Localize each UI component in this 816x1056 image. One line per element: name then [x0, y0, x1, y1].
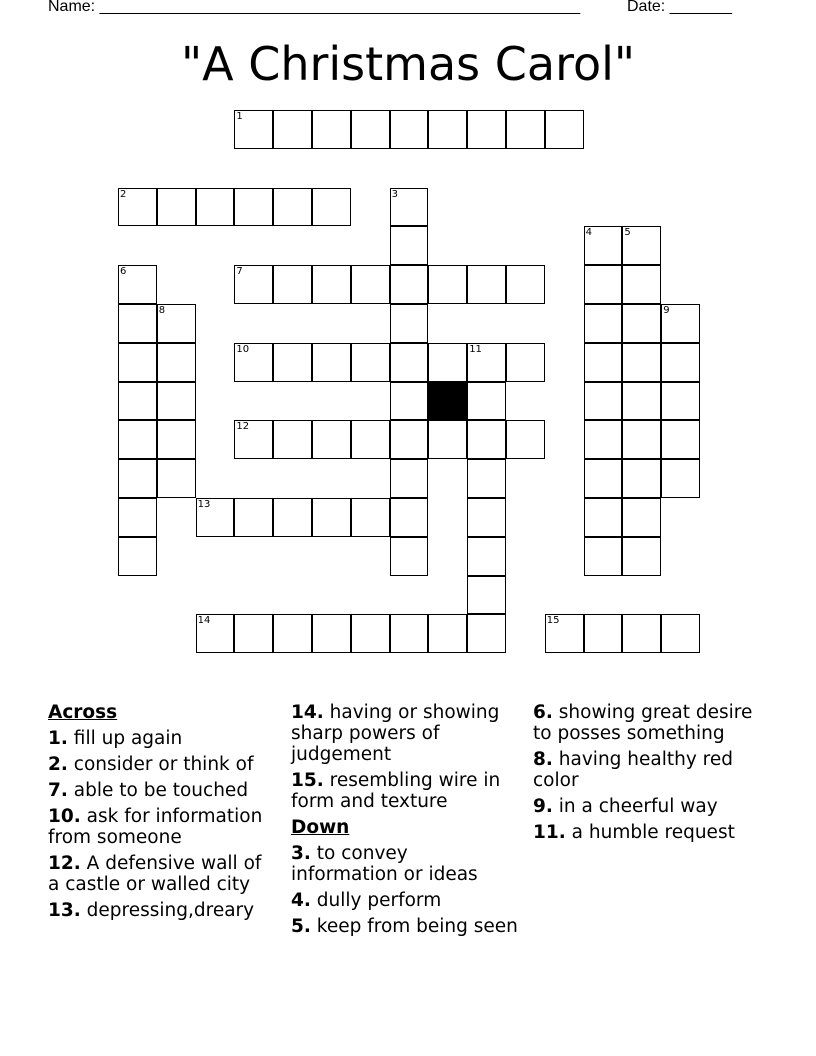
grid-cell[interactable]	[196, 188, 235, 227]
clue-column-1	[48, 702, 276, 926]
cell-number: 15	[546, 615, 560, 627]
grid-cell[interactable]	[622, 459, 661, 498]
grid-cell[interactable]	[428, 420, 467, 459]
clue-number: 3.	[291, 843, 311, 864]
clue-down-5	[291, 916, 519, 937]
clue-text: to convey information or ideas	[291, 843, 478, 885]
clue-down-8	[533, 749, 773, 791]
grid-cell[interactable]	[467, 537, 506, 576]
grid-cell[interactable]	[661, 459, 700, 498]
grid-cell[interactable]	[428, 265, 467, 304]
grid-cell[interactable]	[467, 576, 506, 615]
clue-number: 1.	[48, 728, 68, 749]
clue-across-7	[48, 780, 276, 801]
cell-number: 12	[236, 421, 250, 433]
grid-cell[interactable]	[622, 498, 661, 537]
grid-cell[interactable]	[390, 498, 429, 537]
grid-cell[interactable]	[312, 343, 351, 382]
grid-cell[interactable]	[118, 265, 157, 304]
clue-across-14	[291, 702, 519, 765]
grid-cell[interactable]	[157, 459, 196, 498]
grid-cell[interactable]	[312, 188, 351, 227]
grid-cell[interactable]	[390, 188, 429, 227]
grid-cell[interactable]	[661, 304, 700, 343]
clue-across-2	[48, 754, 276, 775]
clue-number: 4.	[291, 890, 311, 911]
grid-cell[interactable]	[390, 343, 429, 382]
cell-number: 7	[236, 266, 243, 278]
cell-number: 8	[158, 305, 166, 316]
grid-cell[interactable]	[506, 420, 545, 459]
grid-cell[interactable]	[390, 459, 429, 498]
clue-text: having or showing sharp powers of judgement	[291, 702, 500, 765]
grid-cell[interactable]	[118, 459, 157, 498]
grid-cell[interactable]	[467, 420, 506, 459]
clue-number: 9.	[533, 796, 553, 817]
grid-cell[interactable]	[467, 343, 506, 382]
clue-down-9	[533, 796, 773, 817]
grid-cell[interactable]	[351, 265, 390, 304]
grid-cell[interactable]	[157, 382, 196, 421]
grid-cell[interactable]	[196, 614, 235, 653]
grid-cell[interactable]	[622, 382, 661, 421]
clue-number: 8.	[533, 749, 553, 770]
clue-text: able to be touched	[73, 780, 249, 801]
grid-cell[interactable]	[196, 498, 235, 537]
grid-cell[interactable]	[661, 343, 700, 382]
grid-cell[interactable]	[273, 614, 312, 653]
page-title: "A Christmas Carol"	[180, 37, 636, 91]
grid-cell[interactable]	[390, 537, 429, 576]
grid-cell[interactable]	[157, 420, 196, 459]
clue-number: 13.	[48, 900, 81, 921]
cell-number: 9	[663, 305, 670, 316]
grid-cell[interactable]	[584, 614, 623, 653]
clue-across-10	[48, 806, 276, 848]
cell-number: 6	[120, 266, 127, 278]
grid-cell[interactable]	[622, 614, 661, 653]
clue-number: 15.	[291, 770, 324, 791]
grid-cell[interactable]	[545, 110, 584, 149]
grid-cell[interactable]	[234, 265, 273, 304]
grid-cell[interactable]	[273, 343, 312, 382]
grid-cell[interactable]	[390, 110, 429, 149]
grid-cell[interactable]	[584, 304, 623, 343]
grid-cell[interactable]	[584, 498, 623, 537]
clue-number: 2.	[48, 754, 68, 775]
across-heading: Across	[48, 702, 118, 723]
grid-cell[interactable]	[390, 226, 429, 265]
clue-text: fill up again	[73, 728, 183, 749]
grid-cell[interactable]	[351, 110, 390, 149]
grid-cell[interactable]	[118, 304, 157, 343]
grid-cell[interactable]	[273, 188, 312, 227]
grid-cell[interactable]	[428, 614, 467, 653]
grid-cell[interactable]	[661, 614, 700, 653]
clue-across-15	[291, 770, 519, 812]
grid-cell[interactable]	[467, 382, 506, 421]
grid-cell[interactable]	[467, 110, 506, 149]
clue-number: 11.	[533, 822, 566, 843]
cell-number: 4	[585, 227, 592, 239]
grid-cell[interactable]	[118, 537, 157, 576]
cell-number: 14	[197, 615, 211, 627]
grid-cell[interactable]	[584, 265, 623, 304]
name-field-label[interactable]: Name: ______________________________________________________	[48, 0, 581, 15]
cell-number: 1	[236, 111, 243, 122]
grid-cell[interactable]	[584, 382, 623, 421]
grid-cell[interactable]	[622, 265, 661, 304]
grid-cell[interactable]	[467, 265, 506, 304]
grid-cell[interactable]	[506, 265, 545, 304]
grid-cell[interactable]	[234, 420, 273, 459]
date-field-label[interactable]: Date: _______	[627, 0, 732, 15]
grid-cell[interactable]	[467, 459, 506, 498]
cell-number: 13	[197, 499, 211, 510]
cell-number: 3	[391, 188, 398, 200]
grid-cell[interactable]	[273, 498, 312, 537]
grid-cell[interactable]	[351, 420, 390, 459]
grid-cell[interactable]	[428, 343, 467, 382]
grid-cell[interactable]	[661, 420, 700, 459]
grid-cell[interactable]	[273, 110, 312, 149]
clue-text: in a cheerful way	[558, 796, 718, 817]
grid-cell[interactable]	[506, 110, 545, 149]
cell-number: 10	[236, 343, 250, 355]
clue-text: a humble request	[571, 822, 735, 843]
grid-cell[interactable]	[118, 382, 157, 421]
clue-across-13	[48, 900, 276, 921]
clue-text: consider or think of	[73, 754, 254, 775]
clue-text: having healthy red color	[533, 749, 734, 791]
grid-cell[interactable]	[390, 382, 429, 421]
down-heading: Down	[291, 817, 350, 838]
clue-down-6	[533, 702, 773, 744]
clue-text: dully perform	[316, 890, 442, 911]
clue-down-3	[291, 843, 519, 885]
grid-cell[interactable]	[622, 420, 661, 459]
clue-number: 10.	[48, 806, 81, 827]
clue-column-3	[533, 702, 773, 848]
grid-cell[interactable]	[312, 420, 351, 459]
grid-cell[interactable]	[312, 614, 351, 653]
grid-cell[interactable]	[467, 498, 506, 537]
clue-text: A defensive wall of a castle or walled city	[48, 853, 262, 895]
grid-cell[interactable]	[157, 304, 196, 343]
cell-number: 2	[120, 188, 127, 200]
clue-across-1	[48, 728, 276, 749]
grid-cell[interactable]	[312, 110, 351, 149]
grid-cell[interactable]	[234, 343, 273, 382]
clue-number: 14.	[291, 702, 324, 723]
grid-cell[interactable]	[157, 343, 196, 382]
grid-cell[interactable]	[584, 226, 623, 265]
black-cell	[428, 382, 467, 421]
grid-cell[interactable]	[622, 537, 661, 576]
grid-cell[interactable]	[273, 265, 312, 304]
clue-number: 5.	[291, 916, 311, 937]
clue-text: keep from being seen	[316, 916, 518, 937]
grid-cell[interactable]	[157, 188, 196, 227]
clue-down-4	[291, 890, 519, 911]
clue-text: resembling wire in form and texture	[291, 770, 501, 812]
grid-cell[interactable]	[234, 110, 273, 149]
grid-cell[interactable]	[351, 614, 390, 653]
clue-text: showing great desire to posses something	[533, 702, 753, 744]
grid-cell[interactable]	[428, 110, 467, 149]
grid-cell[interactable]	[661, 382, 700, 421]
grid-cell[interactable]	[622, 343, 661, 382]
grid-cell[interactable]	[312, 498, 351, 537]
grid-cell[interactable]	[390, 304, 429, 343]
clue-across-12	[48, 853, 276, 895]
grid-cell[interactable]	[351, 343, 390, 382]
grid-cell[interactable]	[506, 343, 545, 382]
grid-cell[interactable]	[390, 265, 429, 304]
clue-column-2	[291, 702, 519, 942]
grid-cell[interactable]	[584, 420, 623, 459]
clue-number: 12.	[48, 853, 81, 874]
grid-cell[interactable]	[273, 420, 312, 459]
grid-cell[interactable]	[312, 265, 351, 304]
clue-text: depressing,dreary	[86, 900, 255, 921]
clue-number: 6.	[533, 702, 553, 723]
grid-cell[interactable]	[390, 420, 429, 459]
grid-cell[interactable]	[545, 614, 584, 653]
grid-cell[interactable]	[118, 343, 157, 382]
clue-text: ask for information from someone	[48, 806, 263, 848]
grid-cell[interactable]	[584, 537, 623, 576]
grid-cell[interactable]	[234, 498, 273, 537]
grid-cell[interactable]	[234, 188, 273, 227]
grid-cell[interactable]	[234, 614, 273, 653]
cell-number: 5	[624, 227, 631, 239]
grid-cell[interactable]	[584, 459, 623, 498]
clue-number: 7.	[48, 780, 68, 801]
grid-cell[interactable]	[584, 343, 623, 382]
grid-cell[interactable]	[622, 226, 661, 265]
grid-cell[interactable]	[118, 420, 157, 459]
grid-cell[interactable]	[467, 614, 506, 653]
grid-cell[interactable]	[351, 498, 390, 537]
grid-cell[interactable]	[118, 498, 157, 537]
grid-cell[interactable]	[390, 614, 429, 653]
grid-cell[interactable]	[118, 188, 157, 227]
grid-cell[interactable]	[622, 304, 661, 343]
clue-down-11	[533, 822, 773, 843]
cell-number: 11	[469, 343, 482, 355]
